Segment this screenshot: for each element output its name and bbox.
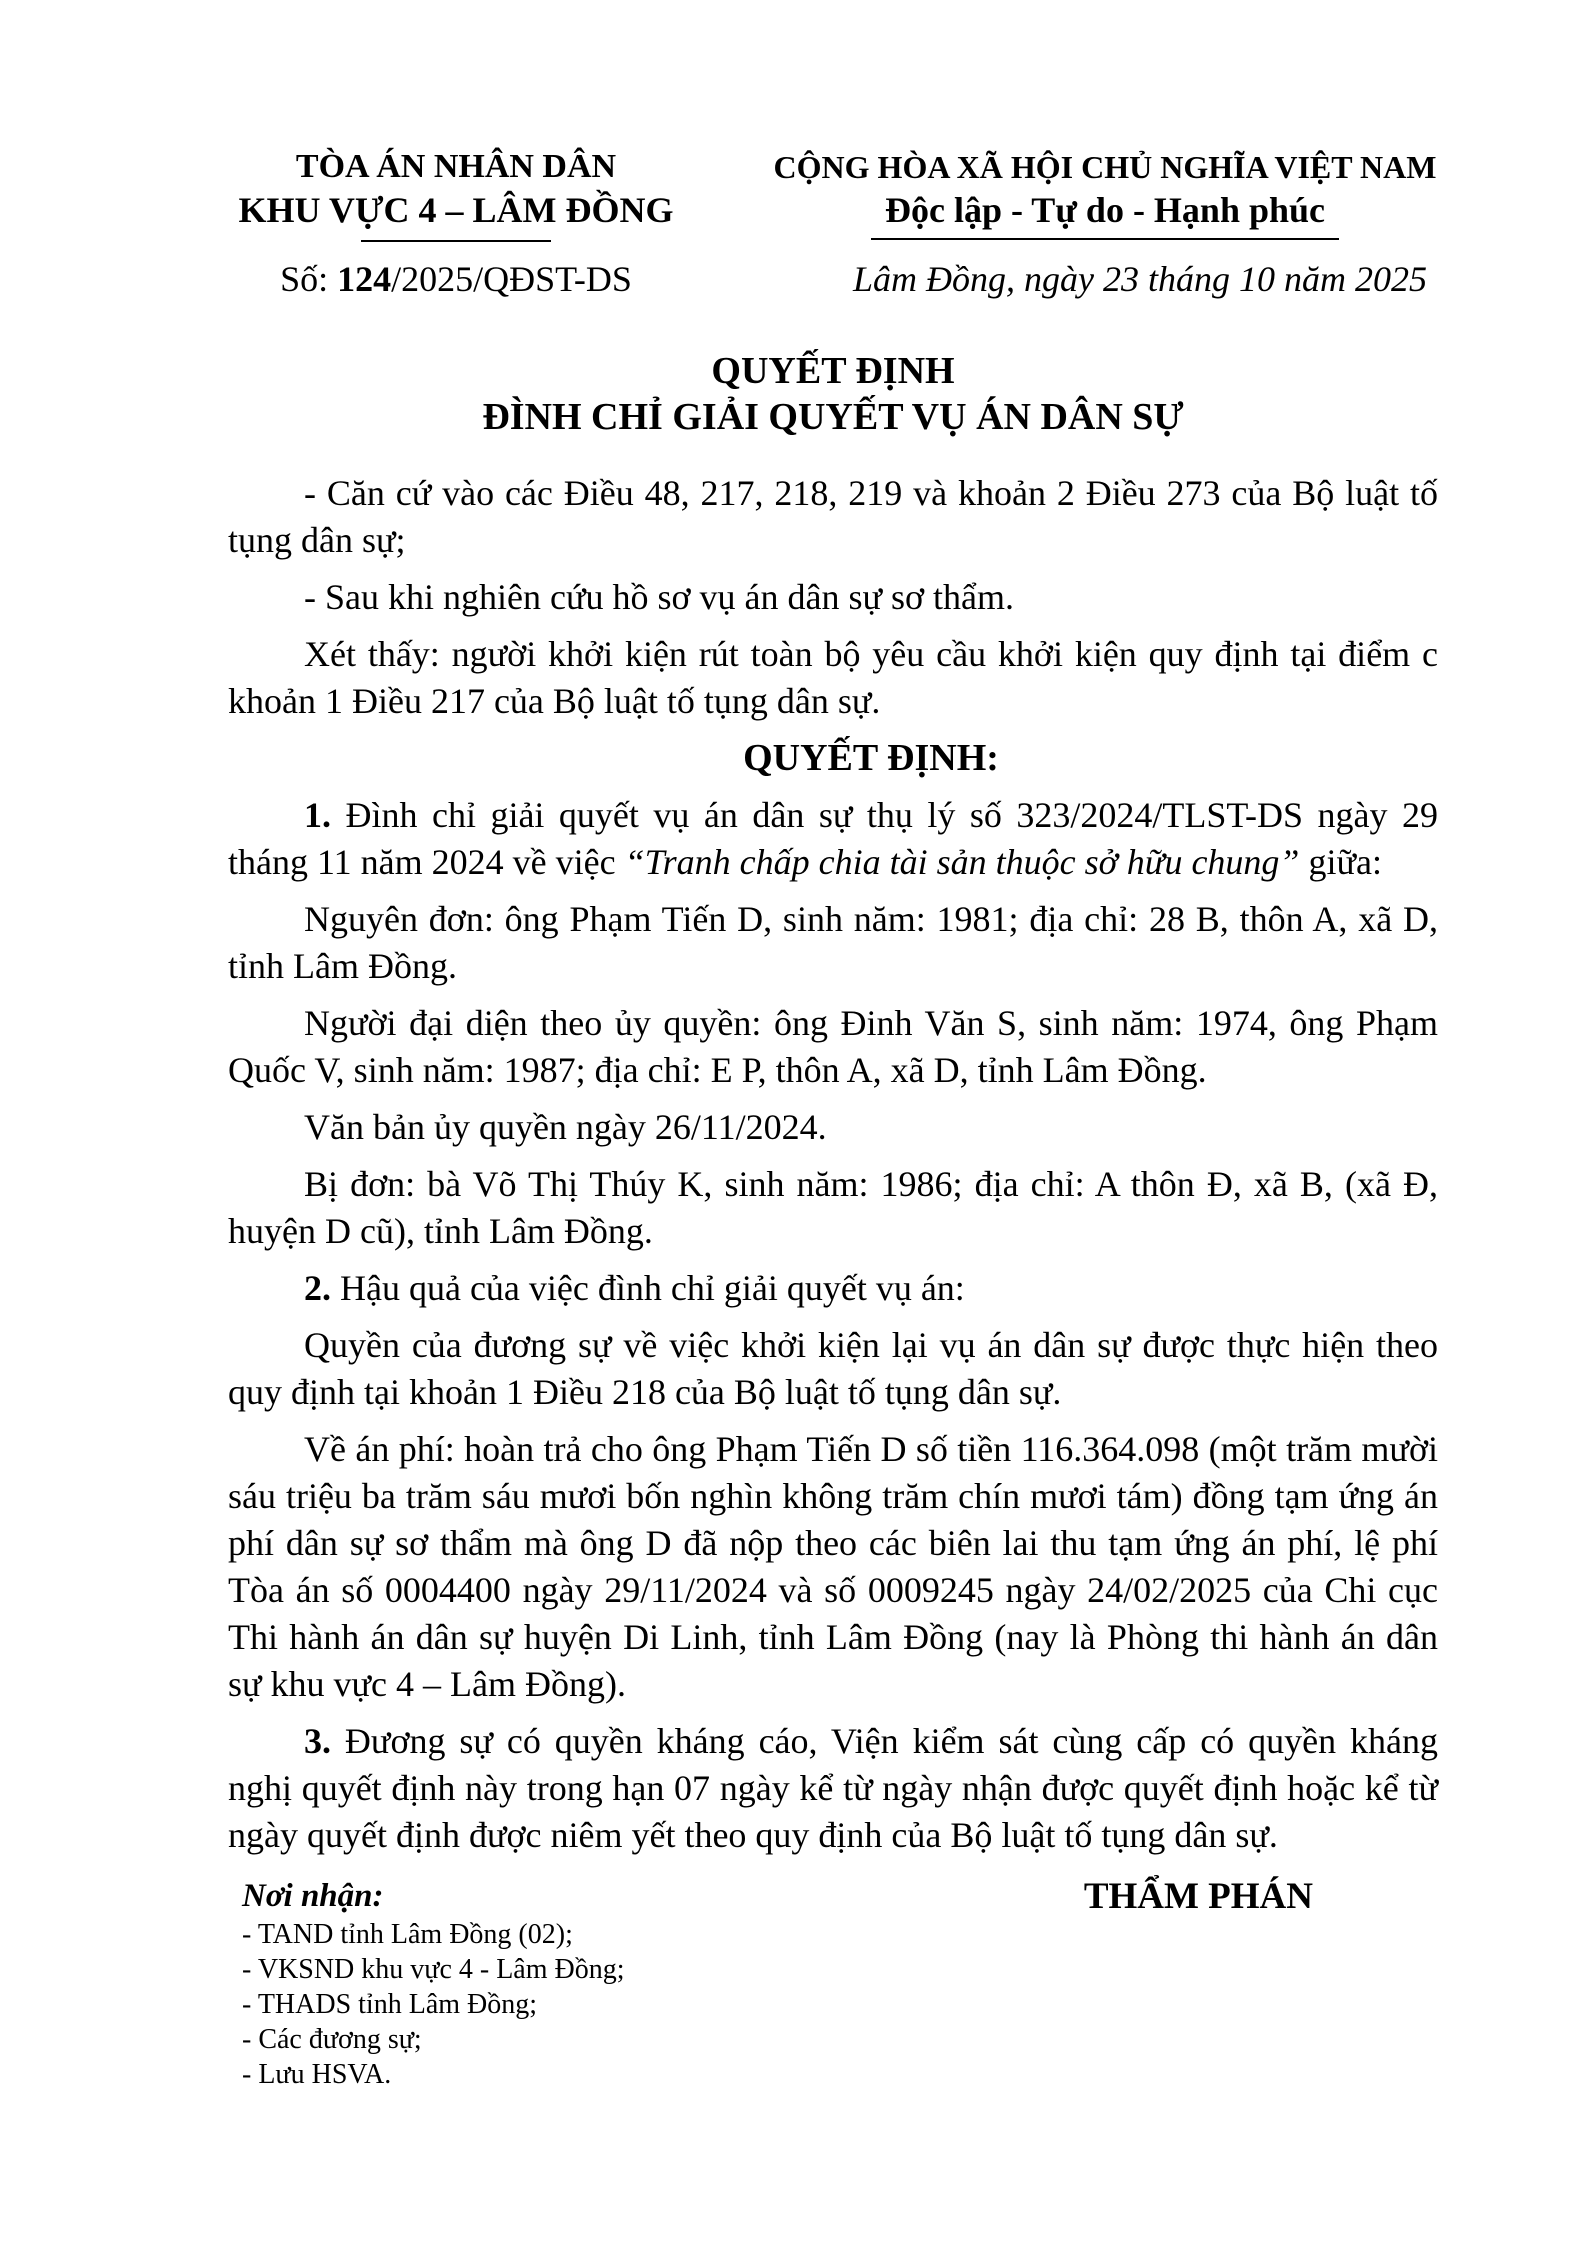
document-number-suffix: /2025/QĐST-DS [391,259,632,299]
signature-block [1084,1875,1313,1919]
recipient-item: - Các đương sự; [242,2024,422,2055]
page-title [228,348,1438,440]
decision-item-3-number: 3. [304,1721,331,1761]
authorization-paragraph: Văn bản ủy quyền ngày 26/11/2024. [304,1107,827,1147]
recipient-item: - VKSND khu vực 4 - Lâm Đồng; [242,1954,625,1985]
decision-item-1-text-end: giữa: [1299,842,1382,882]
court-name: TÒA ÁN NHÂN DÂN [295,148,617,185]
representative-paragraph: Người đại diện theo ủy quyền: ông Đinh Văn S, sinh năm: 1974, ông Phạm Quốc V, sinh năm: 1987; địa chỉ: E P, thôn A, xã D, tỉnh Lâm Đồng. [228,1003,1438,1090]
recipients-label: Nơi nhận: [242,1878,384,1914]
recipient-item: - Lưu HSVA. [242,2059,392,2090]
page-title-line2: ĐÌNH CHỈ GIẢI QUYẾT VỤ ÁN DÂN SỰ [482,396,1184,438]
decision-item-1-number: 1. [304,795,331,835]
decision-item-2 [228,1265,1438,1312]
court-region: KHU VỰC 4 – LÂM ĐỒNG [238,190,674,230]
decision-section-heading: QUYẾT ĐỊNH: [743,737,999,779]
national-motto-block [772,146,1438,240]
decision-item-3 [228,1718,1438,1859]
defendant-paragraph: Bị đơn: bà Võ Thị Thúy K, sinh năm: 1986; địa chỉ: A thôn Đ, xã B, (xã Đ, huyện D cũ), tỉnh Lâm Đồng. [228,1164,1438,1251]
document-header [228,146,1438,242]
document-number-prefix: Số: [280,259,338,299]
refiling-right-paragraph: Quyền của đương sự về việc khởi kiện lại vụ án dân sự được thực hiện theo quy định tại khoản 1 Điều 218 của Bộ luật tố tụng dân sự. [228,1325,1438,1412]
document-body [228,470,1438,1859]
court-fee-paragraph: Về án phí: hoàn trả cho ông Phạm Tiến D số tiền 116.364.098 (một trăm mười sáu triệu ba trăm sáu mươi bốn nghìn không trăm chín mươi tám) đồng tạm ứng án phí dân sự sơ thẩm mà ông D đã nộp theo các biên lai thu tạm ứng án phí, lệ phí Tòa án số 0004400 ngày 29/11/2024 và số 0009245 ngày 24/02/2025 của Chi cục Thi hành án dân sự huyện Di Linh, tỉnh Lâm Đồng (nay là Phòng thi hành án dân sự khu vực 4 – Lâm Đồng). [228,1429,1438,1704]
case-subject-quote: “Tranh chấp chia tài sản thuộc sở hữu chung” [624,842,1300,882]
signer-title: THẨM PHÁN [1083,1876,1313,1917]
decision-item-2-text: Hậu quả của việc đình chỉ giải quyết vụ án: [331,1268,965,1308]
place-and-date: Lâm Đồng, ngày 23 tháng 10 năm 2025 [853,259,1427,299]
decision-item-1 [228,792,1438,886]
recipient-item: - TAND tỉnh Lâm Đồng (02); [242,1919,573,1950]
plaintiff-paragraph: Nguyên đơn: ông Phạm Tiến D, sinh năm: 1981; địa chỉ: 28 B, thôn A, xã D, tỉnh Lâm Đồng. [228,899,1438,986]
preamble-review: - Sau khi nghiên cứu hồ sơ vụ án dân sự sơ thẩm. [304,577,1015,617]
recipient-item: - THADS tỉnh Lâm Đồng; [242,1989,538,2020]
decision-item-3-text: Đương sự có quyền kháng cáo, Viện kiểm sát cùng cấp có quyền kháng nghị quyết định này trong hạn 07 ngày kể từ ngày nhận được quyết định hoặc kể từ ngày quyết định được niêm yết theo quy định của Bộ luật tố tụng dân sự. [228,1721,1438,1855]
document-footer [228,1875,1438,2092]
decision-item-2-number: 2. [304,1268,331,1308]
page-title-line1: QUYẾT ĐỊNH [711,350,955,392]
republic-name: CỘNG HÒA XÃ HỘI CHỦ NGHĨA VIỆT NAM [773,149,1437,185]
document-number-value: 124 [337,259,392,299]
recipients-block [228,1875,625,2092]
court-block-rule [361,240,551,242]
document-number [228,258,684,300]
document-header-row2 [228,258,1438,300]
issuing-court-block [228,146,684,242]
decision-item-1-text: Đình chỉ giải quyết vụ án dân sự thụ lý số 323/2024/TLST-DS ngày 29 tháng 11 năm 2024 về việc [228,795,1438,882]
preamble-finding: Xét thấy: người khởi kiện rút toàn bộ yêu cầu khởi kiện quy định tại điểm c khoản 1 Điều 217 của Bộ luật tố tụng dân sự. [228,634,1438,721]
preamble-basis: - Căn cứ vào các Điều 48, 217, 218, 219 và khoản 2 Điều 273 của Bộ luật tố tụng dân sự; [228,473,1438,560]
national-motto: Độc lập - Tự do - Hạnh phúc [871,188,1339,240]
